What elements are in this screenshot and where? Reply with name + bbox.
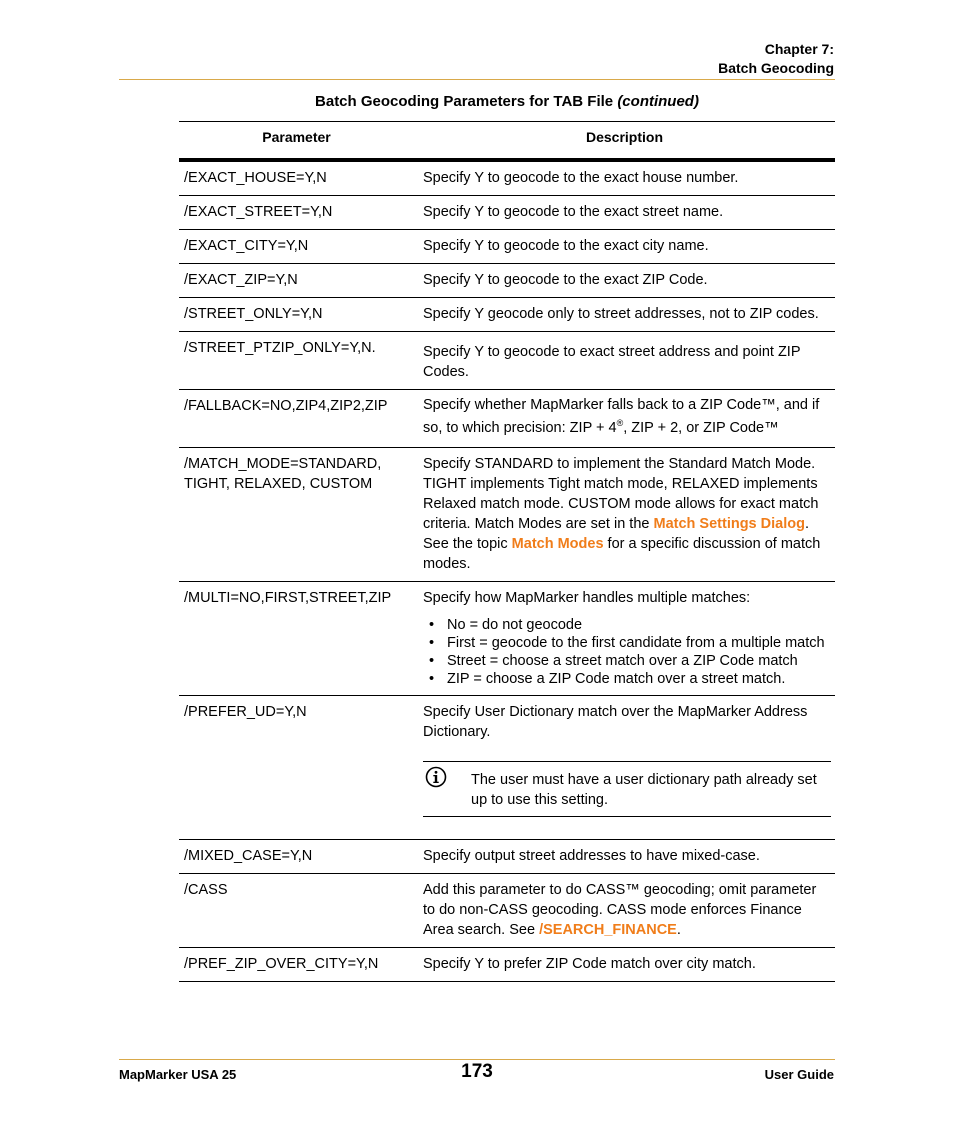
bullet-dot-icon: • [429,653,435,669]
description-cell: Specify Y to prefer ZIP Code match over city match. [414,948,835,982]
parameter-cell: /CASS [179,874,414,948]
description-cell: Specify Y to geocode to the exact ZIP Code. [414,264,835,298]
description-cell: Specify Y to geocode to the exact street name. [414,196,835,230]
table-row [179,874,835,948]
bullet-list [423,616,831,688]
column-header-description: Description [414,122,835,161]
match-settings-dialog-link[interactable]: Match Settings Dialog [653,516,805,532]
parameter-cell: /EXACT_STREET=Y,N [179,196,414,230]
footer-rule [119,1059,835,1060]
description-text: . [676,922,681,938]
parameter-cell: /PREF_ZIP_OVER_CITY=Y,N [179,948,414,982]
table-row [179,332,835,390]
note-text: The user must have a user dictionary path already set up to use this setting. [471,772,817,808]
description-text: . See the topic [423,516,809,552]
description-text: for a specific discussion of match modes. [423,536,821,572]
parameter-cell: /PREFER_UD=Y,N [179,696,414,840]
description-text: Specify whether MapMarker falls back to a ZIP Code™, and if so, to which precision: ZIP + 4 [423,397,820,436]
description-cell: Specify Y geocode only to street addresses, not to ZIP codes. [414,298,835,332]
bullet-dot-icon: • [429,671,435,687]
caption-main: Batch Geocoding Parameters for TAB File [315,93,618,110]
table-row [179,196,835,230]
parameter-cell: /MULTI=NO,FIRST,STREET,ZIP [179,582,414,696]
page-number: 173 [461,1061,493,1082]
column-header-parameter: Parameter [179,122,414,161]
table-row [179,948,835,982]
running-header [718,40,834,78]
list-item: • First = geocode to the first candidate from a multiple match [429,635,825,651]
registered-mark: ® [616,418,624,429]
table-row [179,160,835,196]
description-text: Specify how MapMarker handles multiple matches: [423,590,751,606]
match-modes-link[interactable]: Match Modes [511,536,604,552]
description-cell: Specify Y to geocode to exact street address and point ZIP Codes. [414,332,835,390]
chapter-number: Chapter 7: [764,41,834,57]
search-finance-link[interactable]: /SEARCH_FINANCE [539,922,677,938]
table-row [179,582,835,696]
description-text: , ZIP + 2, or ZIP Code™ [623,420,779,436]
description-cell [414,874,835,948]
footer-product: MapMarker USA 25 [119,1067,237,1082]
description-cell [414,696,835,840]
parameter-cell: /MIXED_CASE=Y,N [179,840,414,874]
description-cell [414,448,835,582]
parameter-cell: /FALLBACK=NO,ZIP4,ZIP2,ZIP [179,390,414,448]
description-cell: Specify output street addresses to have mixed-case. [414,840,835,874]
description-cell: Specify Y to geocode to the exact house number. [414,160,835,196]
table-row [179,840,835,874]
table-row [179,390,835,448]
table-caption [179,93,835,110]
caption-continued: (continued) [617,93,699,110]
list-item: • No = do not geocode [429,617,583,633]
description-text: Specify STANDARD to implement the Standard Match Mode. TIGHT implements Tight match mode, RELAXED implements Relaxed match mode. CUSTOM mode allows for exact match criteria. Match Modes are set in the [423,456,819,532]
parameter-cell: /EXACT_CITY=Y,N [179,230,414,264]
description-cell [414,582,835,696]
parameter-cell: /EXACT_HOUSE=Y,N [179,160,414,196]
table-row [179,696,835,840]
table-row [179,264,835,298]
description-cell: Specify Y to geocode to the exact city name. [414,230,835,264]
footer-guide: User Guide [764,1067,834,1082]
parameter-cell: /EXACT_ZIP=Y,N [179,264,414,298]
list-item: • ZIP = choose a ZIP Code match over a street match. [429,671,786,687]
parameter-cell: /STREET_ONLY=Y,N [179,298,414,332]
description-text: Specify User Dictionary match over the MapMarker Address Dictionary. [423,704,808,740]
list-item: • Street = choose a street match over a ZIP Code match [429,653,798,669]
table-row [179,448,835,582]
note-box [423,761,831,817]
table-header-row [179,122,835,161]
header-rule [119,79,835,80]
parameter-cell: /MATCH_MODE=STANDARD, TIGHT, RELAXED, CUSTOM [179,448,414,582]
bullet-dot-icon: • [429,617,435,633]
table-row [179,230,835,264]
parameters-table [179,121,835,982]
description-cell [414,390,835,448]
bullet-dot-icon: • [429,635,435,651]
info-icon [425,766,447,788]
parameter-cell: /STREET_PTZIP_ONLY=Y,N. [179,332,414,390]
description-text: Add this parameter to do CASS™ geocoding; omit parameter to do non-CASS geocoding. CASS mode enforces Finance Area search. See [423,882,817,938]
table-row [179,298,835,332]
chapter-title: Batch Geocoding [718,60,834,76]
